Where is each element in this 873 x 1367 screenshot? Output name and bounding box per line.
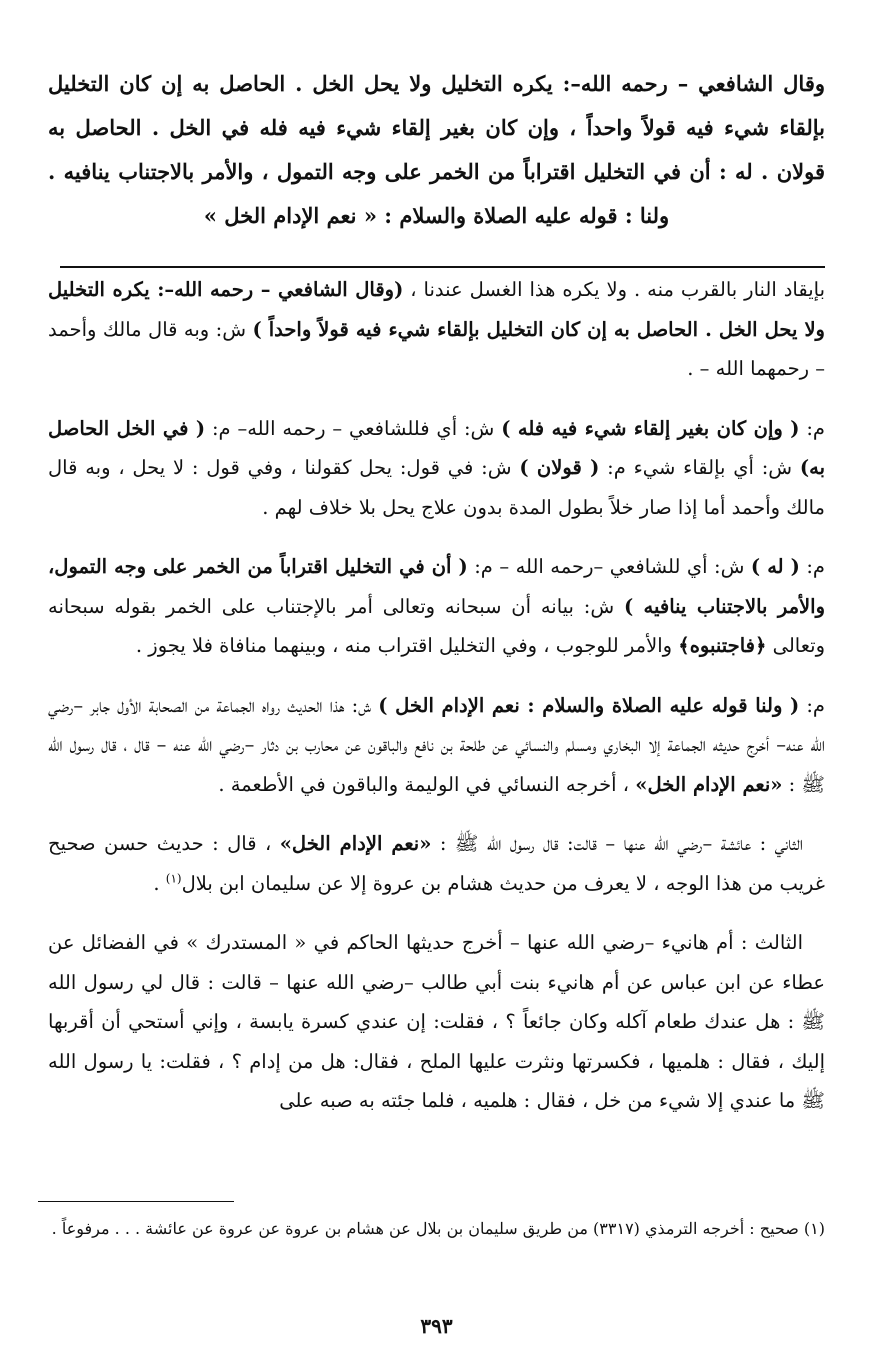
section-divider bbox=[60, 266, 825, 268]
quoted-matn: ( قولان ) bbox=[519, 456, 600, 479]
quoted-matn: ( أن في التخليل اقتراباً من الخمر على وجه التمول، والأمر بالاجتناب ينافيه ) bbox=[48, 555, 825, 618]
commentary-paragraph-5 bbox=[48, 824, 825, 903]
commentary-text: ش: أي للشافعي –رحمه الله – م: bbox=[467, 555, 751, 578]
footnote-reference: (١) bbox=[165, 871, 182, 885]
quoted-matn: (وقال الشافعي – رحمه الله–: يكره التخليل ولا يحل الخل . الحاصل به إن كان التخليل بإلقاء شيء فيه قولاً واحداً ) bbox=[48, 278, 825, 341]
quoted-matn: ( ولنا قوله عليه الصلاة والسلام : نعم الإدام الخل ) bbox=[378, 693, 800, 717]
main-text: وقال الشافعي – رحمه الله–: يكره التخليل ولا يحل الخل . الحاصل به إن كان التخليل بإلقاء شيء فيه قولاً واحداً ، وإن كان بغير إلقاء شيء فيه فله في الخل . الحاصل به قولان . له : أن في التخليل اقتراباً من الخمر على وجه التمول ، والأمر بالاجتناب ينافيه . ولنا : قوله عليه الصلاة والسلام : « نعم الإدام الخل » bbox=[48, 71, 825, 228]
commentary-text: ش: أي بإلقاء شيء م: bbox=[599, 456, 800, 479]
commentary-text: ش: بيانه أن سبحانه وتعالى أمر بالإجتناب على الخمر بقوله سبحانه وتعالى bbox=[48, 594, 825, 657]
hadith-quote: «نعم الإدام الخل» bbox=[279, 832, 432, 855]
footnote: (١) صحيح : أخرجه الترمذي (٣٣١٧) من طريق سليمان بن بلال عن هشام بن عروة عن عروة عن عائشة . . . مرفوعاً . bbox=[51, 1219, 825, 1238]
commentary-text: ش: وبه قال مالك وأحمد – رحمهما الله – . bbox=[48, 317, 825, 380]
hadith-quote: «نعم الإدام الخل» bbox=[635, 772, 783, 796]
commentary-paragraph-6: الثالث : أم هانيء –رضي الله عنها – أخرج حديثها الحاكم في « المستدرك » في الفضائل عن عطاء عن ابن عباس عن أم هانيء بنت أبي طالب –رضي الله عنها – قالت : قال لي رسول الله ﷺ : هل عندك طعام آكله وكان جائعاً ؟ ، فقلت: إن عندي كسرة يابسة ، وإني أستحي أن أقربها إليك ، فقال : هلميها ، فكسرتها ونثرت عليها الملح ، فقال: هل من إدام ؟ ، فقلت: يا رسول الله ﷺ ما عندي إلا شيء من خل ، فقال : هلميه ، فلما جئته به صبه على bbox=[48, 931, 825, 1112]
commentary-text: . bbox=[153, 871, 166, 895]
commentary-text: الثاني : عائشة –رضي الله عنها – قالت: قال رسول الله ﷺ : bbox=[431, 832, 803, 855]
commentary-text: بإيقاد النار بالقرب منه . ولا يكره هذا الغسل عندنا ، bbox=[403, 278, 825, 301]
commentary-text: م: bbox=[799, 416, 825, 440]
commentary-text: ش: هذا الحديث رواه الجماعة من الصحابة الأول جابر –رضي الله عنه– أخرج حديثه الجماعة إلا البخاري ومسلم والنسائي عن طلحة بن نافع والباقون عن محارب بن دثار –رضي الله عنه – قال ، قال رسول الله ﷺ : bbox=[48, 693, 825, 796]
commentary-paragraph-2 bbox=[48, 409, 825, 528]
footnote-divider bbox=[38, 1201, 234, 1202]
commentary-paragraph-3 bbox=[48, 547, 825, 666]
quoted-matn: ( في الخل الحاصل به) bbox=[48, 416, 825, 479]
commentary-text: م: bbox=[799, 555, 825, 578]
commentary-text: ش: في قول: يحل كقولنا ، وفي قول : لا يحل ، وبه قال مالك وأحمد أما إذا صار خلاً بطول المدة بدون علاج يحل بلا خلاف لهم . bbox=[48, 456, 825, 519]
quoted-matn: ( وإن كان بغير إلقاء شيء فيه فله ) bbox=[501, 416, 800, 440]
page-number: ٣٩٣ bbox=[420, 1314, 453, 1338]
commentary-paragraph-1 bbox=[48, 270, 825, 389]
quoted-matn: ( له ) bbox=[750, 555, 800, 578]
commentary-text: ش: أي فللشافعي – رحمه الله– م: bbox=[205, 416, 502, 440]
quran-quote: ﴿فاجتنبوه﴾ bbox=[678, 634, 767, 657]
commentary bbox=[48, 270, 825, 1141]
commentary-text: م: bbox=[799, 693, 826, 717]
commentary-text: والأمر للوجوب ، وفي التخليل اقتراب منه ، وبينهما منافاة فلا يجوز . bbox=[135, 634, 679, 657]
commentary-text: ، قال : حديث حسن صحيح غريب من هذا الوجه ، لا يعرف من حديث هشام بن عروة إلا عن سليمان ابن بلال bbox=[48, 832, 825, 895]
commentary-text: ، أخرجه النسائي في الوليمة والباقون في الأطعمة . bbox=[218, 772, 636, 796]
commentary-paragraph-4 bbox=[48, 686, 825, 805]
